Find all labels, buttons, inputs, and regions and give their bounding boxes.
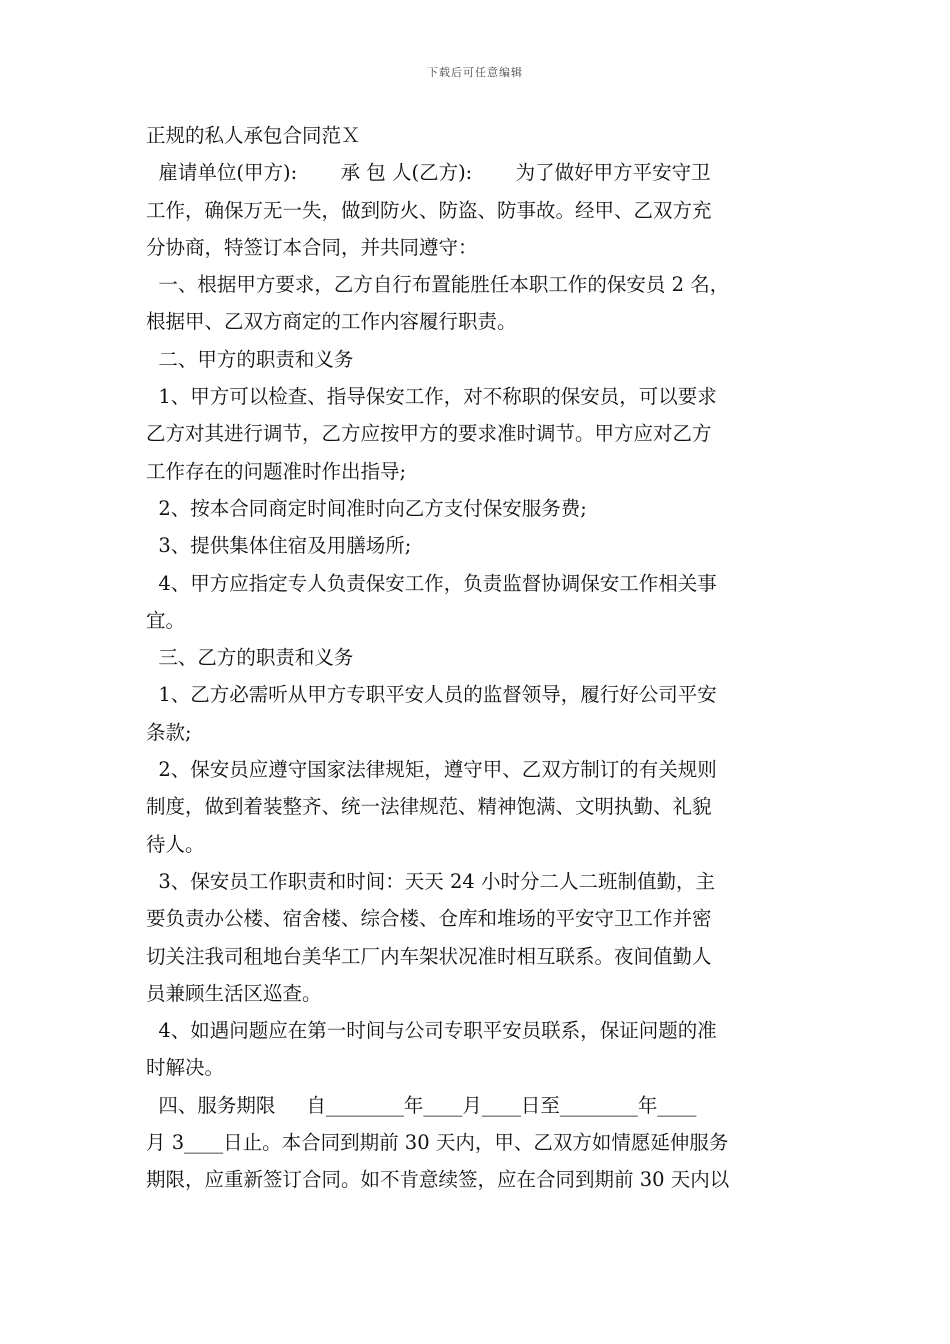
- paragraph-line: 1、乙方必需听从甲方专职平安人员的监督领导，履行好公司平安: [146, 683, 717, 707]
- paragraph-line: 3、提供集体住宿及用膳场所;: [146, 534, 412, 558]
- paragraph-line: 期限，应重新签订合同。如不肯意续签，应在合同到期前 30 天内以: [146, 1168, 730, 1192]
- contract-title: 正规的私人承包合同范Ｘ: [146, 124, 361, 147]
- paragraph-line: 切关注我司租地台美华工厂内车架状况准时相互联系。夜间值勤人: [146, 944, 712, 968]
- paragraph-line: 制度，做到着装整齐、统一法律规范、精神饱满、文明执勤、礼貌: [146, 795, 712, 819]
- paragraph-line: 要负责办公楼、宿舍楼、综合楼、仓库和堆场的平安守卫工作并密: [146, 907, 712, 931]
- paragraph-line: 1、甲方可以检查、指导保安工作，对不称职的保安员，可以要求: [146, 385, 717, 409]
- section-heading: 二、甲方的职责和义务: [146, 347, 354, 371]
- paragraph-line: 宜。: [146, 608, 186, 632]
- paragraph-line: 员兼顾生活区巡查。: [146, 981, 322, 1005]
- paragraph-line: 待人。: [146, 832, 205, 856]
- paragraph-line: 乙方对其进行调节，乙方应按甲方的要求准时调节。甲方应对乙方: [146, 422, 712, 446]
- paragraph-line: 4、如遇问题应在第一时间与公司专职平安员联系，保证问题的准: [146, 1019, 717, 1043]
- paragraph-line: 月 3____日止。本合同到期前 30 天内，甲、乙双方如情愿延伸服务: [146, 1131, 729, 1155]
- contract-body: [146, 117, 811, 1199]
- paragraph-line: 一、根据甲方要求，乙方自行布置能胜任本职工作的保安员 2 名，: [146, 273, 730, 297]
- paragraph-line: 工作，确保万无一失，做到防火、防盗、防事故。经甲、乙双方充: [146, 198, 712, 222]
- paragraph-line: 条款;: [146, 720, 192, 744]
- paragraph-line: 3、保安员工作职责和时间：天天 24 小时分二人二班制值勤，主: [146, 869, 716, 893]
- paragraph-line: 工作存在的问题准时作出指导;: [146, 459, 407, 483]
- paragraph-line: 2、保安员应遵守国家法律规矩，遵守甲、乙双方制订的有关规则: [146, 758, 717, 782]
- paragraph-line: 4、甲方应指定专人负责保安工作，负责监督协调保安工作相关事: [146, 571, 717, 595]
- paragraph-line: 雇请单位(甲方): 承 包 人(乙方): 为了做好甲方平安守卫: [146, 161, 711, 185]
- section-heading: 四、服务期限 自________年____月____日至________年____: [146, 1093, 697, 1117]
- paragraph-line: 分协商，特签订本合同，并共同遵守：: [146, 235, 478, 259]
- paragraph-line: 根据甲、乙双方商定的工作内容履行职责。: [146, 310, 517, 334]
- paragraph-line: 时解决。: [146, 1056, 225, 1080]
- download-note: 下载后可任意编辑: [427, 66, 523, 79]
- paragraph-line: 2、按本合同商定时间准时向乙方支付保安服务费;: [146, 496, 587, 520]
- section-heading: 三、乙方的职责和义务: [146, 646, 354, 670]
